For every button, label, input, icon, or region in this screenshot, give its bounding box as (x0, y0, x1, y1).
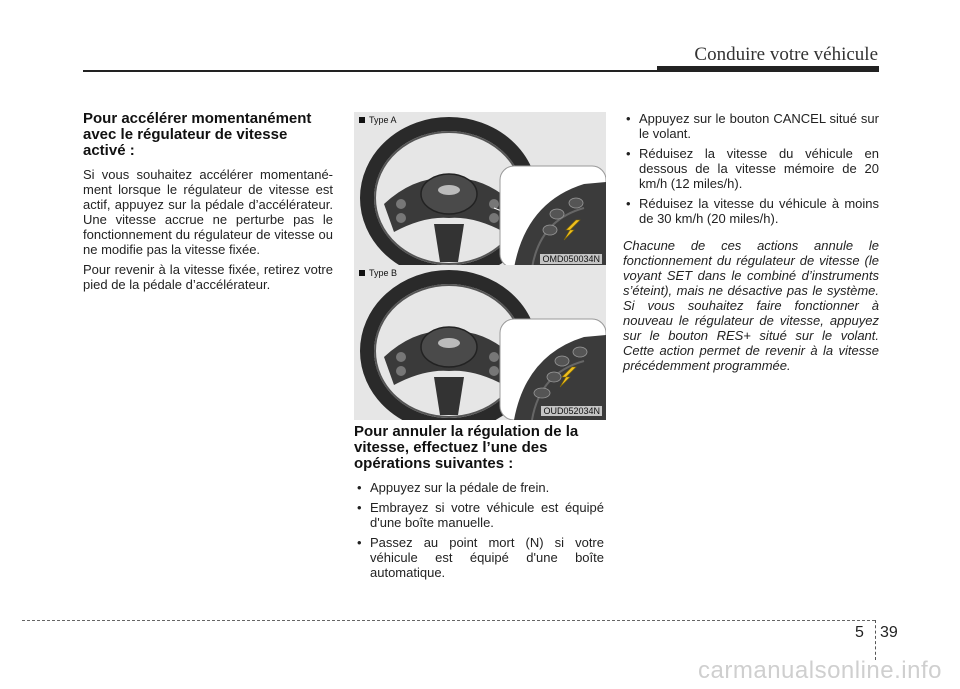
figure-label-text: Type A (369, 115, 397, 125)
paragraph: Si vous souhaitez accélérer momentané-ment lorsque le régulateur de vitesse est actif, appuyez sur la pédale d’accélérateur. Une vitesse accrue ne perturbe pas le fonctionnement du régulateur de vitesse ou ne modifie pas la vitesse fixée. (83, 167, 333, 257)
list-item: • Appuyez sur le bouton CANCEL situé sur le volant. (623, 111, 879, 141)
watermark: carmanualsonline.info (698, 657, 942, 684)
list-item: • Passez au point mort (N) si votre véhicule est équipé d'une boîte automatique. (354, 535, 604, 580)
list-item: • Réduisez la vitesse du véhicule à moins de 30 km/h (20 miles/h). (623, 196, 879, 226)
column-right (623, 111, 879, 378)
page-number: 39 (880, 624, 898, 641)
section-heading-cancel: Pour annuler la régulation de la vitesse, effectuez l’une des opérations suivantes : (354, 423, 579, 472)
list-item: • Appuyez sur la pédale de frein. (354, 480, 604, 495)
figure-steering-wheel-type-b (354, 265, 606, 420)
column-middle (354, 424, 604, 585)
figure-label-text: Type B (369, 268, 398, 278)
figure-label-type-b (359, 268, 397, 278)
footer-dashed-line (22, 620, 875, 621)
column-left (83, 111, 333, 297)
italic-note: Chacune de ces actions annule le fonctionnement du régulateur de vitesse (le voyant SET dans le combiné d’instruments s’éteint), mais ne désactive pas le système. Si vous souhaitez faire fonctionner à nouveau le régulateur de vitesse, appuyez sur le bouton RES+ situé sur le volant. Cette action permet de revenir à la vitesse précédemment programmée. (623, 238, 879, 373)
square-bullet-icon (359, 117, 365, 123)
bullet-list (354, 480, 604, 580)
paragraph: Pour revenir à la vitesse fixée, retirez votre pied de la pédale d’accélérateur. (83, 262, 333, 292)
bullet-list (623, 111, 879, 226)
figure-steering-wheel-type-a (354, 112, 606, 268)
square-bullet-icon (359, 270, 365, 276)
page-header-title: Conduire votre véhicule (694, 44, 878, 65)
figure-code-b: OUD052034N (543, 406, 600, 416)
section-heading-accelerate: Pour accélérer momentanément avec le régulateur de vitesse activé : (83, 110, 312, 159)
header-rule-accent (657, 66, 879, 72)
figure-code-a: OMD050034N (542, 254, 600, 264)
page-number-divider (875, 620, 876, 660)
list-item: • Embrayez si votre véhicule est équipé d'une boîte manuelle. (354, 500, 604, 530)
steering-wheel-illustration (354, 265, 606, 420)
chapter-number: 5 (855, 624, 864, 641)
steering-wheel-illustration (354, 112, 606, 268)
figure-label-type-a (359, 115, 397, 125)
list-item: • Réduisez la vitesse du véhicule en dessous de la vitesse mémoire de 20 km/h (12 miles/h). (623, 146, 879, 191)
